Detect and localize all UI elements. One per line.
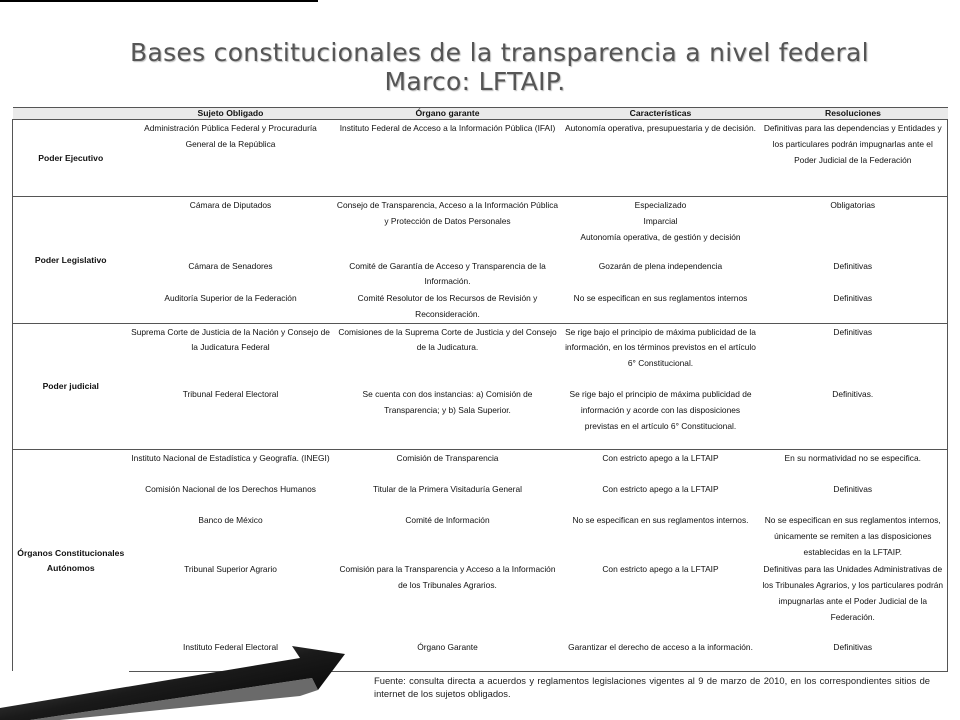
cell-organo: Comisión de Transparencia [333, 449, 563, 481]
cell-organo: Instituto Federal de Acceso a la Información Pública (IFAI) [333, 120, 563, 197]
cell-caracteristicas: No se especifican en sus reglamentos internos. [572, 515, 749, 526]
cell-caracteristicas: Se rige bajo el principio de máxima publicidad de información y acorde con las disposiciones previstas en el artículo 6° Constitucional. [569, 389, 752, 431]
group-label-ejecutivo: Poder Ejecutivo [13, 120, 129, 197]
cell-resoluciones: En su normatividad no se especifica. [759, 449, 948, 481]
cell-sujeto: Administración Pública Federal y Procuraduría General de la República [129, 120, 333, 197]
cell-caracteristicas: Con estricto apego a la LFTAIP [602, 484, 719, 495]
cell-sujeto: Banco de México [198, 515, 263, 526]
header-sujeto-obligado: Sujeto Obligado [129, 108, 333, 120]
cell-sujeto: Cámara de Diputados [129, 197, 333, 258]
cell-resoluciones: Definitivas para las dependencias y Entidades y los particulares podrán impugnarlas ante el Poder Judicial de la Federación [759, 120, 948, 197]
cell-sujeto: Tribunal Superior Agrario [184, 564, 277, 575]
cell-sujeto: Instituto Nacional de Estadística y Geografía. (INEGI) [129, 449, 333, 481]
cell-resoluciones: Definitivas [759, 323, 948, 386]
cell-organo: Comité de Garantía de Acceso y Transparencia de la Información. [349, 260, 546, 287]
cell-sujeto: Cámara de Senadores [188, 260, 273, 271]
table-row [13, 512, 948, 561]
cell-caracteristicas: Gozarán de plena independencia [598, 260, 723, 271]
table-row [13, 290, 948, 323]
cell-resoluciones: Definitivas. [759, 386, 948, 449]
cell-resoluciones: No se especifican en sus reglamentos internos, únicamente se remiten a las disposiciones establecidas en la LFTAIP. [759, 512, 948, 561]
cell-caracteristicas: Con estricto apego a la LFTAIP [563, 449, 759, 481]
slide-title [130, 38, 869, 96]
table-row [13, 120, 948, 197]
header-empty [13, 108, 129, 120]
cell-organo: Órgano Garante [333, 639, 563, 671]
cell-resoluciones: Definitivas para las Unidades Administrativas de los Tribunales Agrarios, y los particulares podrán impugnarlas ante el Poder Judicial de la Federación. [759, 561, 948, 639]
table-row [13, 481, 948, 512]
group-label-judicial: Poder judicial [13, 323, 129, 449]
header-organo-garante: Órgano garante [333, 108, 563, 120]
cell-sujeto: Tribunal Federal Electoral [182, 389, 279, 400]
cell-resoluciones: Definitivas [759, 258, 948, 291]
cell-organo: Comité de Información [405, 515, 490, 526]
cell-caracteristicas: Especializado Imparcial Autonomía operativa, de gestión y decisión [563, 197, 759, 258]
cell-organo: Comisiones de la Suprema Corte de Justicia y del Consejo de la Judicatura. [333, 323, 563, 386]
header-resoluciones: Resoluciones [759, 108, 948, 120]
cell-organo: Comité Resolutor de los Recursos de Revisión y Reconsideración. [357, 293, 538, 319]
cell-sujeto: Comisión Nacional de los Derechos Humanos [145, 484, 316, 495]
header-caracteristicas: Características [563, 108, 759, 120]
cell-organo: Titular de la Primera Visitaduría General [373, 484, 522, 495]
cell-caracteristicas: Garantizar el derecho de acceso a la información. [563, 639, 759, 671]
title-line-2: Marco: LFTAIP. [384, 67, 566, 96]
table-row [13, 258, 948, 291]
cell-caracteristicas: Se rige bajo el principio de máxima publicidad de la información, en los términos previstos en el artículo 6° Constitucional. [563, 323, 759, 386]
source-note: Fuente: consulta directa a acuerdos y reglamentos legislaciones vigentes al 9 de marzo de 2010, en los correspondientes sitios de internet de los sujetos obligados. [374, 675, 930, 699]
table-row [13, 323, 948, 386]
cell-caracteristicas: Autonomía operativa, presupuestaria y de decisión. [563, 120, 759, 197]
cell-sujeto: Instituto Federal Electoral [129, 639, 333, 671]
cell-resoluciones: Obligatorias [759, 197, 948, 258]
cell-caracteristicas: No se especifican en sus reglamentos internos [573, 293, 748, 304]
cell-resoluciones: Definitivas [759, 639, 948, 671]
group-label-autonomos: Órganos Constitucionales Autónomos [13, 449, 129, 671]
cell-sujeto: Suprema Corte de Justicia de la Nación y Consejo de la Judicatura Federal [129, 323, 333, 386]
cell-caracteristicas: Con estricto apego a la LFTAIP [602, 564, 719, 575]
cell-organo: Comisión para la Transparencia y Acceso a la Información de los Tribunales Agrarios. [339, 564, 556, 590]
table-row [13, 386, 948, 449]
table-row [13, 449, 948, 481]
cell-resoluciones: Definitivas [759, 481, 948, 512]
transparency-table [12, 107, 948, 672]
top-rule [0, 0, 318, 2]
cell-organo: Consejo de Transparencia, Acceso a la Información Pública y Protección de Datos Personales [333, 197, 563, 258]
title-line-1: Bases constitucionales de la transparencia a nivel federal [130, 38, 869, 67]
cell-resoluciones: Definitivas [759, 290, 948, 323]
decorative-arrow [0, 628, 380, 720]
cell-sujeto: Auditoría Superior de la Federación [164, 293, 297, 304]
group-label-legislativo: Poder Legislativo [13, 197, 129, 324]
cell-organo: Se cuenta con dos instancias: a) Comisión de Transparencia; y b) Sala Superior. [362, 389, 533, 415]
table-header-row [13, 108, 948, 120]
table-row [13, 197, 948, 258]
